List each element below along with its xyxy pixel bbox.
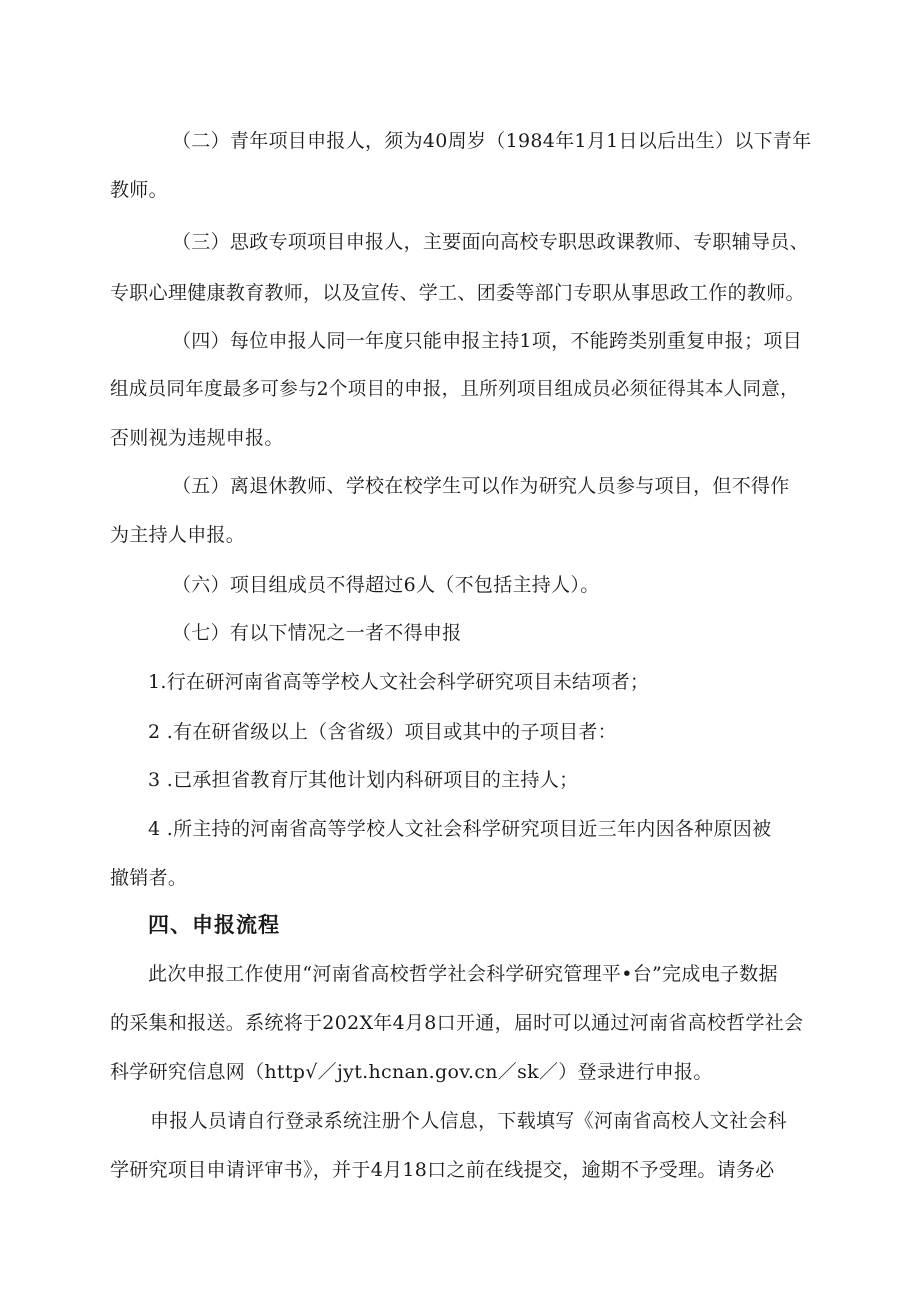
paragraph-line: （六）项目组成员不得超过6人（不包括主持人）。 bbox=[172, 574, 600, 596]
list-item: 3 .已承担省教育厅其他计划内科研项目的主持人； bbox=[148, 769, 579, 791]
paragraph-line: 否则视为违规申报。 bbox=[110, 427, 284, 449]
paragraph-line: 学研究项目申请评审书》，并于4月18口之前在线提交，逾期不予受理。请务必 bbox=[110, 1159, 775, 1181]
paragraph-line: 的采集和报送。系统将于202X年4月8口开通，届时可以通过河南省高校哲学社会 bbox=[110, 1012, 804, 1034]
list-item: 1.行在研河南省高等学校人文社会科学研究项目未结项者； bbox=[148, 671, 650, 693]
paragraph-line: 专职心理健康教育教师，以及宣传、学工、团委等部门专职从事思政工作的教师。 bbox=[110, 282, 805, 304]
list-item: 2 .有在研省级以上（含省级）项目或其中的子项目者： bbox=[148, 721, 617, 743]
list-item: 4 .所主持的河南省高等学校人文社会科学研究项目近三年内因各种原因被 bbox=[148, 818, 772, 840]
paragraph-line: 申报人员请自行登录系统注册个人信息，下载填写《河南省高校人文社会科 bbox=[150, 1110, 787, 1132]
paragraph-line: 为主持人申报。 bbox=[110, 524, 246, 546]
paragraph-line: 组成员同年度最多可参与2个项目的申报，且所列项目组成员必须征得其本人同意， bbox=[110, 379, 799, 400]
paragraph-line: （四）每位申报人同一年度只能申报主持1项，不能跨类别重复申报；项目 bbox=[172, 330, 802, 352]
paragraph-line: （二）青年项目申报人，须为40周岁（1984年1月1日以后出生）以下青年 bbox=[172, 130, 812, 152]
paragraph-line: 科学研究信息网（http√／jyt.hcnan.gov.cn／sk／）登录进行申报。 bbox=[110, 1061, 713, 1083]
paragraph-line: （三）思政专项项目申报人，主要面向高校专职思政课教师、专职辅导员、 bbox=[172, 231, 809, 253]
paragraph-line: （五）离退休教师、学校在校学生可以作为研究人员参与项目，但不得作 bbox=[172, 475, 790, 497]
paragraph-line: 此次申报工作使用“河南省高校哲学社会科学研究管理平•台”完成电子数据 bbox=[148, 963, 778, 985]
paragraph-line: 撤销者。 bbox=[110, 867, 188, 889]
section-heading: 四、申报流程 bbox=[148, 913, 280, 937]
paragraph-line: 教师。 bbox=[110, 179, 168, 201]
paragraph-line: （七）有以下情况之一者不得申报 bbox=[172, 622, 462, 644]
